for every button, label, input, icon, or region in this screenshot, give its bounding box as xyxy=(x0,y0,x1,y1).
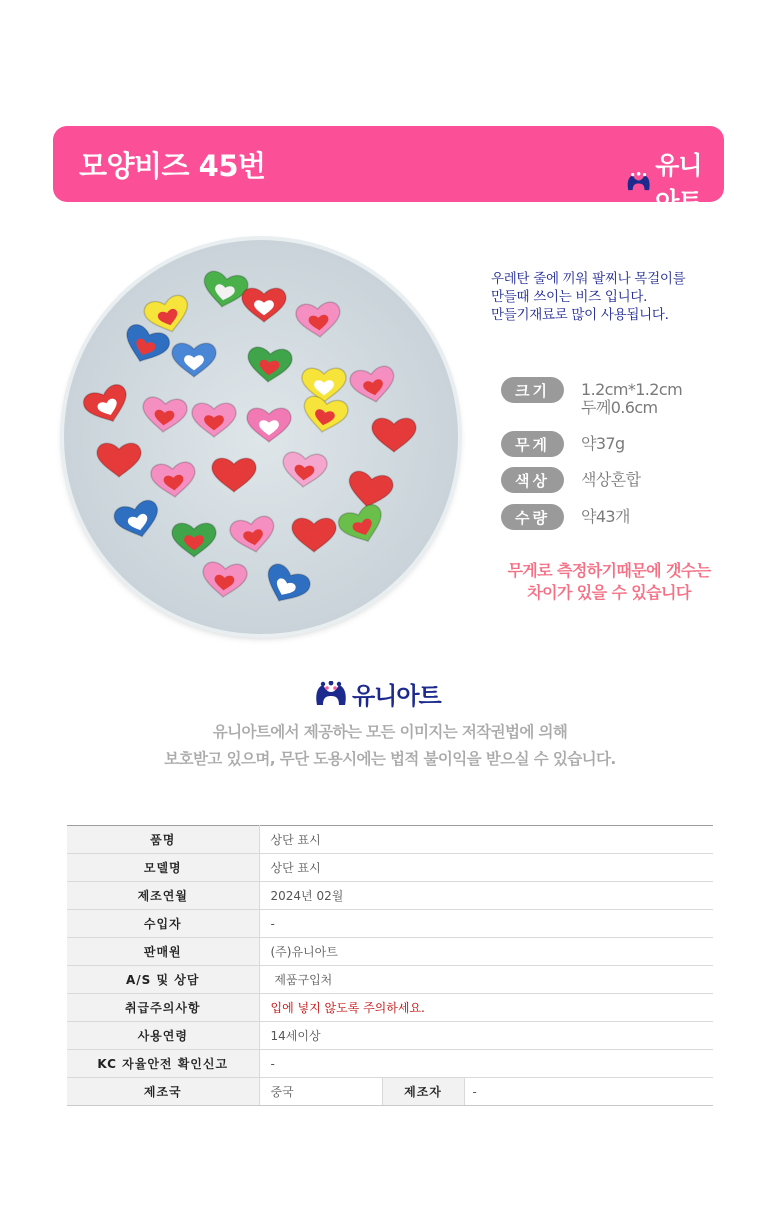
heart-bead xyxy=(201,561,248,598)
heart-bead xyxy=(372,418,416,452)
description-line: 만들기재료로 많이 사용됩니다. xyxy=(491,307,669,323)
row-value: 중국 xyxy=(259,1078,382,1106)
brand-logo xyxy=(626,146,724,218)
heart-bead xyxy=(292,518,336,552)
spec-label: 수량 xyxy=(501,504,564,530)
heart-bead xyxy=(212,458,256,492)
copyright-notice xyxy=(0,719,780,773)
heart-bead xyxy=(81,382,134,429)
warning-line: 무게로 측정하기때문에 갯수는 xyxy=(507,561,711,580)
spec-value xyxy=(581,431,625,453)
table-row xyxy=(67,994,713,1022)
heart-bead xyxy=(142,293,193,337)
product-description xyxy=(491,270,751,324)
row-value: - xyxy=(259,910,713,938)
row-label: KC 자율안전 확인신고 xyxy=(67,1050,259,1078)
spec-value xyxy=(581,377,682,417)
table-row xyxy=(67,938,713,966)
heart-bead xyxy=(192,403,236,437)
row-value: 2024년 02월 xyxy=(259,882,713,910)
copyright-line: 보호받고 있으며, 무단 도용시에는 법적 불이익을 받으실 수 있습니다. xyxy=(164,750,616,768)
spec-weight xyxy=(501,431,625,457)
product-photo xyxy=(64,240,458,634)
row-value: 제품구입처 xyxy=(259,966,713,994)
heart-bead xyxy=(112,498,163,542)
heart-bead xyxy=(295,301,342,338)
heart-beads-illustration xyxy=(64,240,458,634)
row-value: 14세이상 xyxy=(259,1022,713,1050)
spec-value-line: 두께0.6cm xyxy=(581,398,658,417)
spec-label: 크기 xyxy=(501,377,564,403)
heart-bead xyxy=(97,443,141,477)
spec-color xyxy=(501,467,640,493)
warning-line: 차이가 있을 수 있습니다 xyxy=(527,583,691,602)
table-row xyxy=(67,1022,713,1050)
table-row xyxy=(67,1078,713,1106)
heart-bead xyxy=(150,461,197,498)
spec-value-line: 약43개 xyxy=(581,507,630,526)
quantity-warning xyxy=(478,560,740,604)
heart-bead xyxy=(200,270,249,311)
spec-label: 색상 xyxy=(501,467,564,493)
description-line: 우레탄 줄에 끼워 팔찌나 목걸이를 xyxy=(491,271,686,287)
row-value: - xyxy=(259,1050,713,1078)
heart-bead xyxy=(349,365,398,406)
heart-bead xyxy=(172,343,216,377)
row-value: - xyxy=(464,1078,713,1106)
row-label: 수입자 xyxy=(67,910,259,938)
row-label: 제조국 xyxy=(67,1078,259,1106)
product-info-table xyxy=(67,825,713,1106)
heart-bead xyxy=(229,515,278,556)
table-row xyxy=(67,854,713,882)
table-row xyxy=(67,826,713,854)
brand-name: 유니아트 xyxy=(655,151,702,216)
heart-bead xyxy=(300,395,349,436)
brand-crown-icon xyxy=(314,681,348,707)
row-value-caution: 입에 넣지 않도록 주의하세요. xyxy=(259,994,713,1022)
spec-value-line: 약37g xyxy=(581,434,625,453)
row-label: 제조연월 xyxy=(67,882,259,910)
heart-bead xyxy=(336,502,389,549)
copyright-line: 유니아트에서 제공하는 모든 이미지는 저작권법에 의해 xyxy=(212,723,568,741)
brand-crown-icon xyxy=(626,169,651,195)
heart-bead xyxy=(242,288,286,322)
row-label: 판매원 xyxy=(67,938,259,966)
spec-value xyxy=(581,504,630,526)
row-label: 취급주의사항 xyxy=(67,994,259,1022)
description-line: 만들때 쓰이는 비즈 입니다. xyxy=(491,289,648,305)
table-row xyxy=(67,910,713,938)
heart-bead xyxy=(281,451,328,488)
row-value: 상단 표시 xyxy=(259,854,713,882)
spec-size xyxy=(501,377,682,417)
spec-quantity xyxy=(501,504,630,530)
heart-bead xyxy=(172,523,216,557)
row-label: 제조자 xyxy=(382,1078,464,1106)
heart-bead xyxy=(246,346,293,383)
heart-bead xyxy=(247,408,291,442)
product-title: 모양비즈 45번 xyxy=(79,149,266,183)
spec-label: 무게 xyxy=(501,431,564,457)
row-value: (주)유니아트 xyxy=(259,938,713,966)
title-banner xyxy=(53,126,724,216)
spec-value-line: 색상혼합 xyxy=(581,470,641,489)
table-row xyxy=(67,1050,713,1078)
spec-value xyxy=(581,467,640,489)
table-row xyxy=(67,966,713,994)
brand-name: 유니아트 xyxy=(352,682,441,710)
heart-bead xyxy=(141,396,188,433)
brand-logo-center xyxy=(314,676,441,711)
row-label: 모델명 xyxy=(67,854,259,882)
heart-bead xyxy=(259,561,313,610)
row-label: 사용연령 xyxy=(67,1022,259,1050)
spec-value-line: 1.2cm*1.2cm xyxy=(581,380,683,399)
row-value: 상단 표시 xyxy=(259,826,713,854)
table-row xyxy=(67,882,713,910)
row-label: 품명 xyxy=(67,826,259,854)
row-label: A/S 및 상담 xyxy=(67,966,259,994)
